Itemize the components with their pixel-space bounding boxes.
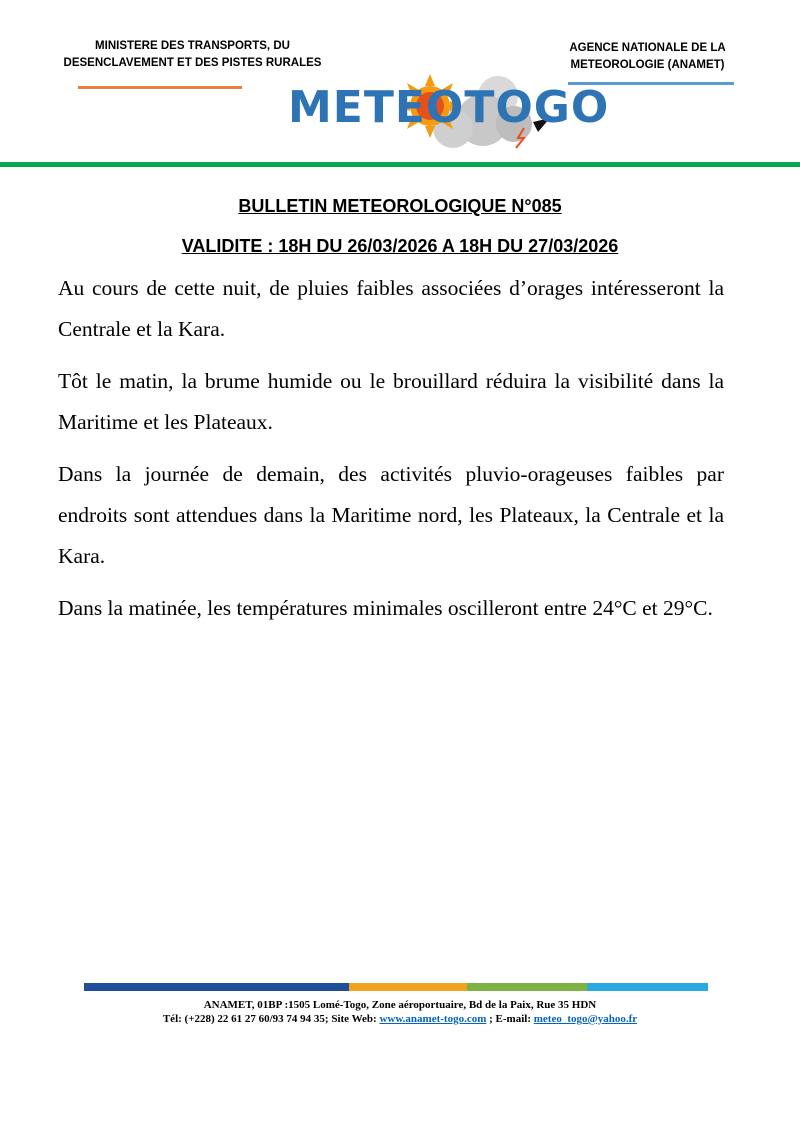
footer-address: ANAMET, 01BP :1505 Lomé-Togo, Zone aéroportuaire, Bd de la Paix, Rue 35 HDN (203, 999, 597, 1011)
ministry-line-1: MINISTERE DES TRANSPORTS, DU (95, 40, 290, 52)
ministry-line-2: DESENCLAVEMENT ET DES PISTES RURALES (63, 57, 322, 69)
paragraph-night: Au cours de cette nuit, de pluies faibles associées d’orages intéresseront la Centrale et la Kara. (58, 276, 724, 341)
bulletin-body (58, 268, 724, 640)
bulletin-title: BULLETIN METEOROLOGIQUE N°085 (238, 196, 562, 216)
bulletin-validity: VALIDITE : 18H DU 26/03/2026 A 18H DU 27/03/2026 (181, 236, 619, 256)
footer-email-label: ; E-mail: (486, 1013, 534, 1025)
logo-text: METEOTOGO (288, 82, 610, 133)
footer-contact (0, 1013, 800, 1025)
footer-tel: Tél: (+228) 22 61 27 60/93 74 94 35; Site Web: (162, 1013, 380, 1025)
agency-line-2: METEOROLOGIE (ANAMET) (570, 59, 725, 71)
paragraph-temperatures: Dans la matinée, les températures minimales oscilleront entre 24°C et 29°C. (58, 596, 713, 620)
meteo-togo-logo (288, 68, 610, 154)
agency-line-1: AGENCE NATIONALE DE LA (569, 42, 726, 54)
footer-bar-blue (84, 983, 349, 991)
ministry-header (40, 38, 345, 72)
paragraph-morning: Tôt le matin, la brume humide ou le brouillard réduira la visibilité dans la Maritime et les Plateaux. (58, 369, 724, 434)
email-link[interactable]: meteo_togo@yahoo.fr (533, 1013, 638, 1025)
paragraph-day: Dans la journée de demain, des activités pluvio-orageuses faibles par endroits sont attendues dans la Maritime nord, les Plateaux, la Centrale et la Kara. (58, 462, 724, 568)
footer-bar-cyan (587, 983, 708, 991)
header-divider (0, 162, 800, 167)
ministry-underline (78, 86, 242, 89)
website-link[interactable]: www.anamet-togo.com (379, 1013, 487, 1025)
footer-bar-orange (349, 983, 467, 991)
footer-color-bar (84, 983, 708, 991)
footer-bar-green (467, 983, 587, 991)
